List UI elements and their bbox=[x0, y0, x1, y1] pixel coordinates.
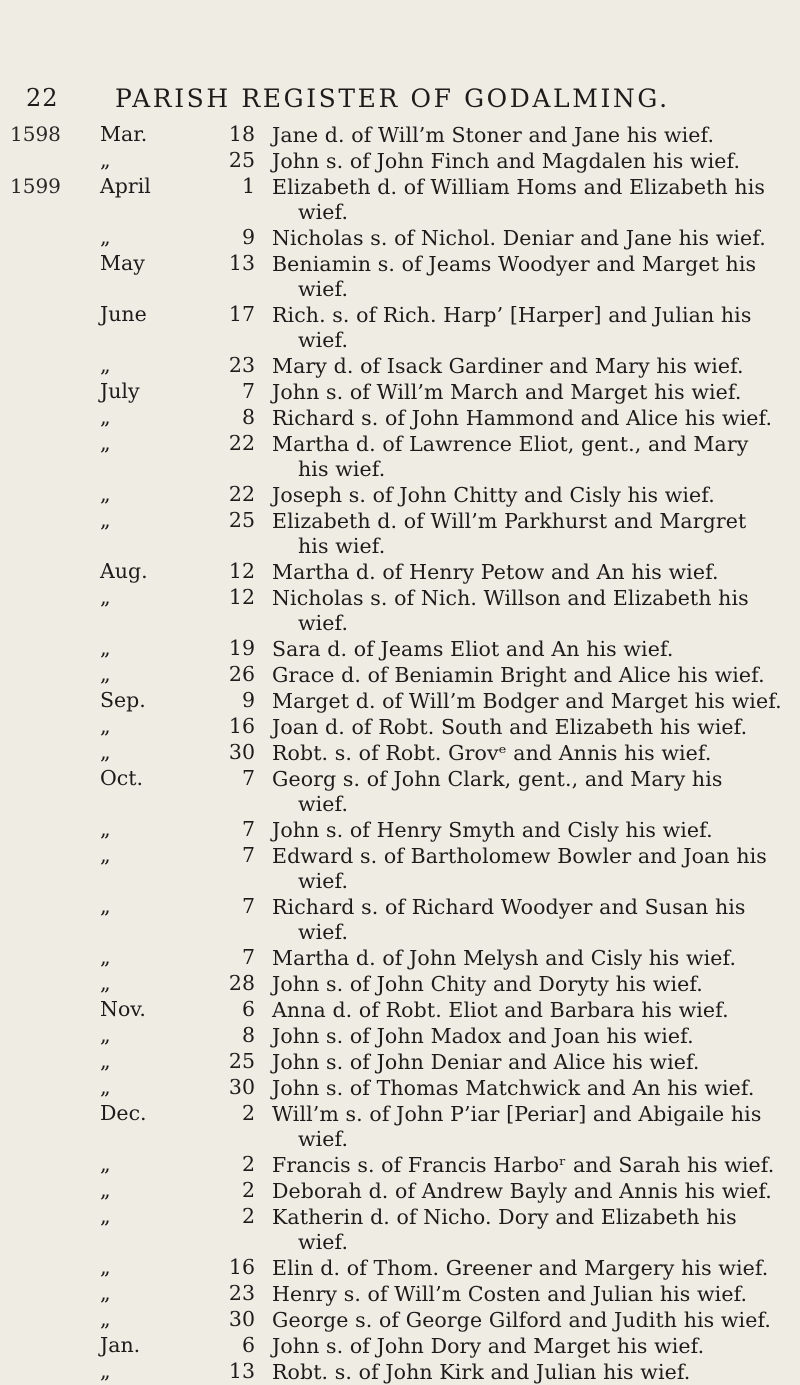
register-entry bbox=[0, 225, 800, 251]
page-number: 22 bbox=[26, 84, 59, 112]
entry-month: May bbox=[100, 251, 145, 275]
register-entry bbox=[0, 636, 800, 662]
register-entry bbox=[0, 1075, 800, 1101]
register-entry bbox=[0, 1281, 800, 1307]
register-entry bbox=[0, 585, 800, 636]
entry-text bbox=[272, 302, 787, 353]
entry-day: 19 bbox=[228, 636, 255, 660]
entry-text-line: Martha d. of Lawrence Eliot, gent., and Mary bbox=[272, 432, 749, 456]
entry-month: June bbox=[100, 302, 147, 326]
entry-day: 7 bbox=[241, 945, 255, 969]
register-entry bbox=[0, 843, 800, 894]
entry-text bbox=[272, 559, 787, 585]
entry-text bbox=[272, 251, 787, 302]
entry-text-line: Richard s. of John Hammond and Alice his wief. bbox=[272, 406, 773, 430]
entry-day: 16 bbox=[228, 1255, 255, 1279]
entry-month: Aug. bbox=[100, 559, 148, 583]
entry-text-line: Henry s. of Will’m Costen and Julian his wief. bbox=[272, 1282, 748, 1306]
entry-day: 30 bbox=[228, 740, 255, 764]
entry-month: „ bbox=[100, 817, 111, 841]
entry-text-line: Nicholas s. of Nich. Willson and Elizabeth his bbox=[272, 586, 749, 610]
entry-text-line: Deborah d. of Andrew Bayly and Annis his wief. bbox=[272, 1179, 772, 1203]
entry-month: Jan. bbox=[100, 1333, 141, 1357]
register-entry bbox=[0, 148, 800, 174]
register-entry bbox=[0, 1255, 800, 1281]
entry-text-line: Joseph s. of John Chitty and Cisly his wief. bbox=[272, 483, 715, 507]
page-header bbox=[0, 84, 800, 118]
entry-text bbox=[272, 431, 787, 482]
entry-text-line: John s. of Thomas Matchwick and An his wief. bbox=[272, 1076, 755, 1100]
entry-text bbox=[272, 740, 787, 766]
entry-month: „ bbox=[100, 1307, 111, 1331]
entry-text bbox=[272, 843, 787, 894]
entry-text bbox=[272, 1359, 787, 1385]
register-entry bbox=[0, 379, 800, 405]
entry-text bbox=[272, 714, 787, 740]
entry-month: „ bbox=[100, 353, 111, 377]
register-entry bbox=[0, 1023, 800, 1049]
entry-day: 8 bbox=[241, 405, 255, 429]
entry-text-line: Will’m s. of John P’iar [Periar] and Abigaile his bbox=[272, 1102, 762, 1126]
entry-day: 18 bbox=[228, 122, 255, 146]
entry-day: 7 bbox=[241, 843, 255, 867]
entry-text-continuation: wief. bbox=[298, 920, 349, 944]
entry-text bbox=[272, 894, 787, 945]
entry-text bbox=[272, 353, 787, 379]
entry-day: 13 bbox=[228, 1359, 255, 1383]
entry-day: 26 bbox=[228, 662, 255, 686]
entry-day: 7 bbox=[241, 817, 255, 841]
entry-month: „ bbox=[100, 508, 111, 532]
entry-month: „ bbox=[100, 636, 111, 660]
entry-text-line: Grace d. of Beniamin Bright and Alice his wief. bbox=[272, 663, 765, 687]
entry-text-line: Marget d. of Will’m Bodger and Marget his wief. bbox=[272, 689, 782, 713]
entry-text bbox=[272, 1281, 787, 1307]
entry-text-line: Elin d. of Thom. Greener and Margery his wief. bbox=[272, 1256, 769, 1280]
entry-text bbox=[272, 997, 787, 1023]
register-entry bbox=[0, 662, 800, 688]
entry-text-continuation: wief. bbox=[298, 1230, 349, 1254]
entry-month: „ bbox=[100, 740, 111, 764]
entry-day: 25 bbox=[228, 148, 255, 172]
entry-text-continuation: wief. bbox=[298, 869, 349, 893]
register-entry bbox=[0, 945, 800, 971]
entry-text bbox=[272, 1178, 787, 1204]
entry-day: 2 bbox=[241, 1178, 255, 1202]
entry-text-line: Georg s. of John Clark, gent., and Mary his bbox=[272, 767, 723, 791]
entry-day: 7 bbox=[241, 894, 255, 918]
entry-day: 28 bbox=[228, 971, 255, 995]
entry-text-continuation: wief. bbox=[298, 611, 349, 635]
entry-day: 17 bbox=[228, 302, 255, 326]
entry-day: 2 bbox=[241, 1204, 255, 1228]
entry-text-line: Katherin d. of Nicho. Dory and Elizabeth his bbox=[272, 1205, 737, 1229]
register-entry bbox=[0, 1307, 800, 1333]
entry-text-line: Beniamin s. of Jeams Woodyer and Marget his bbox=[272, 252, 757, 276]
entry-text bbox=[272, 1152, 787, 1178]
entry-text-continuation: wief. bbox=[298, 328, 349, 352]
register-entry bbox=[0, 1333, 800, 1359]
entry-text-line: Francis s. of Francis Harboʳ and Sarah his wief. bbox=[272, 1153, 775, 1177]
register-entry bbox=[0, 894, 800, 945]
entry-month: „ bbox=[100, 585, 111, 609]
entry-day: 25 bbox=[228, 508, 255, 532]
entry-day: 8 bbox=[241, 1023, 255, 1047]
entry-month: „ bbox=[100, 1023, 111, 1047]
entry-day: 22 bbox=[228, 482, 255, 506]
register-entry bbox=[0, 482, 800, 508]
entry-month: „ bbox=[100, 431, 111, 455]
register-entry bbox=[0, 302, 800, 353]
entry-month: April bbox=[100, 174, 151, 198]
entry-year: 1598 bbox=[10, 122, 61, 146]
entry-month: „ bbox=[100, 1255, 111, 1279]
entry-text bbox=[272, 148, 787, 174]
register-entry bbox=[0, 740, 800, 766]
register-entry bbox=[0, 122, 800, 148]
entry-text-line: Sara d. of Jeams Eliot and An his wief. bbox=[272, 637, 674, 661]
entry-text-line: Robt. s. of John Kirk and Julian his wief. bbox=[272, 1360, 691, 1384]
entry-text bbox=[272, 585, 787, 636]
entry-month: July bbox=[100, 379, 140, 403]
register-entry bbox=[0, 1152, 800, 1178]
entry-text-line: Martha d. of Henry Petow and An his wief. bbox=[272, 560, 719, 584]
entry-text bbox=[272, 1307, 787, 1333]
entry-text-line: George s. of George Gilford and Judith his wief. bbox=[272, 1308, 772, 1332]
register-entry bbox=[0, 431, 800, 482]
entry-text bbox=[272, 817, 787, 843]
entry-text-continuation: his wief. bbox=[298, 457, 386, 481]
register-entry bbox=[0, 997, 800, 1023]
entry-text-continuation: wief. bbox=[298, 1127, 349, 1151]
entry-text bbox=[272, 1333, 787, 1359]
entry-day: 1 bbox=[241, 174, 255, 198]
entry-day: 9 bbox=[241, 688, 255, 712]
entry-month: „ bbox=[100, 1178, 111, 1202]
entry-text-line: Jane d. of Will’m Stoner and Jane his wief. bbox=[272, 123, 715, 147]
register-entry bbox=[0, 971, 800, 997]
entry-month: „ bbox=[100, 971, 111, 995]
entry-month: Oct. bbox=[100, 766, 144, 790]
entry-text-line: Elizabeth d. of William Homs and Elizabeth his bbox=[272, 175, 765, 199]
entry-text bbox=[272, 225, 787, 251]
entry-text bbox=[272, 636, 787, 662]
register-entry bbox=[0, 559, 800, 585]
entry-text-line: Elizabeth d. of Will’m Parkhurst and Margret bbox=[272, 509, 747, 533]
entry-text-line: John s. of John Finch and Magdalen his wief. bbox=[272, 149, 741, 173]
register-entry bbox=[0, 1049, 800, 1075]
entry-text bbox=[272, 766, 787, 817]
entry-day: 25 bbox=[228, 1049, 255, 1073]
entry-month: „ bbox=[100, 945, 111, 969]
entry-text bbox=[272, 174, 787, 225]
entry-month: „ bbox=[100, 225, 111, 249]
entry-month: „ bbox=[100, 843, 111, 867]
entry-text-line: John s. of John Chity and Doryty his wief. bbox=[272, 972, 703, 996]
entry-day: 16 bbox=[228, 714, 255, 738]
entry-day: 23 bbox=[228, 353, 255, 377]
entry-text-continuation: his wief. bbox=[298, 534, 386, 558]
entry-day: 7 bbox=[241, 766, 255, 790]
entry-text bbox=[272, 1049, 787, 1075]
register-entries bbox=[0, 122, 800, 1385]
entry-day: 7 bbox=[241, 379, 255, 403]
entry-text bbox=[272, 508, 787, 559]
register-entry bbox=[0, 353, 800, 379]
entry-day: 13 bbox=[228, 251, 255, 275]
register-entry bbox=[0, 766, 800, 817]
entry-month: „ bbox=[100, 894, 111, 918]
entry-text-continuation: wief. bbox=[298, 200, 349, 224]
entry-text bbox=[272, 122, 787, 148]
entry-day: 2 bbox=[241, 1152, 255, 1176]
entry-text bbox=[272, 482, 787, 508]
entry-text bbox=[272, 662, 787, 688]
entry-year: 1599 bbox=[10, 174, 61, 198]
entry-month: Mar. bbox=[100, 122, 148, 146]
entry-month: „ bbox=[100, 148, 111, 172]
entry-month: „ bbox=[100, 1204, 111, 1228]
entry-text-line: Joan d. of Robt. South and Elizabeth his wief. bbox=[272, 715, 748, 739]
entry-text-line: John s. of Henry Smyth and Cisly his wief. bbox=[272, 818, 713, 842]
entry-text bbox=[272, 379, 787, 405]
register-entry bbox=[0, 1101, 800, 1152]
entry-text bbox=[272, 1255, 787, 1281]
entry-day: 22 bbox=[228, 431, 255, 455]
entry-text-line: Nicholas s. of Nichol. Deniar and Jane his wief. bbox=[272, 226, 766, 250]
entry-month: „ bbox=[100, 1075, 111, 1099]
entry-text-line: Edward s. of Bartholomew Bowler and Joan his bbox=[272, 844, 767, 868]
entry-month: Sep. bbox=[100, 688, 146, 712]
entry-text-line: John s. of John Deniar and Alice his wief. bbox=[272, 1050, 700, 1074]
register-entry bbox=[0, 817, 800, 843]
running-title: PARISH REGISTER OF GODALMING. bbox=[115, 84, 670, 113]
entry-day: 12 bbox=[228, 559, 255, 583]
entry-text-line: John s. of John Dory and Marget his wief. bbox=[272, 1334, 705, 1358]
entry-day: 30 bbox=[228, 1075, 255, 1099]
entry-text-continuation: wief. bbox=[298, 792, 349, 816]
entry-text bbox=[272, 1204, 787, 1255]
entry-text bbox=[272, 405, 787, 431]
register-entry bbox=[0, 508, 800, 559]
entry-text-line: Richard s. of Richard Woodyer and Susan his bbox=[272, 895, 746, 919]
entry-text bbox=[272, 945, 787, 971]
entry-month: „ bbox=[100, 662, 111, 686]
entry-text bbox=[272, 1075, 787, 1101]
entry-text bbox=[272, 1101, 787, 1152]
entry-text-line: Rich. s. of Rich. Harp’ [Harper] and Julian his bbox=[272, 303, 752, 327]
entry-day: 12 bbox=[228, 585, 255, 609]
entry-month: „ bbox=[100, 482, 111, 506]
entry-month: „ bbox=[100, 1152, 111, 1176]
entry-text-line: John s. of Will’m March and Marget his wief. bbox=[272, 380, 742, 404]
register-entry bbox=[0, 174, 800, 225]
entry-text-line: Martha d. of John Melysh and Cisly his wief. bbox=[272, 946, 737, 970]
entry-text bbox=[272, 688, 787, 714]
entry-day: 6 bbox=[241, 1333, 255, 1357]
register-entry bbox=[0, 405, 800, 431]
register-entry bbox=[0, 251, 800, 302]
entry-text bbox=[272, 1023, 787, 1049]
register-entry bbox=[0, 1359, 800, 1385]
entry-text-line: Mary d. of Isack Gardiner and Mary his wief. bbox=[272, 354, 744, 378]
register-entry bbox=[0, 688, 800, 714]
entry-day: 30 bbox=[228, 1307, 255, 1331]
entry-month: Nov. bbox=[100, 997, 146, 1021]
register-entry bbox=[0, 714, 800, 740]
entry-month: „ bbox=[100, 714, 111, 738]
entry-day: 6 bbox=[241, 997, 255, 1021]
entry-text bbox=[272, 971, 787, 997]
register-entry bbox=[0, 1178, 800, 1204]
entry-day: 23 bbox=[228, 1281, 255, 1305]
entry-month: „ bbox=[100, 1281, 111, 1305]
register-entry bbox=[0, 1204, 800, 1255]
entry-month: „ bbox=[100, 1049, 111, 1073]
entry-text-line: John s. of John Madox and Joan his wief. bbox=[272, 1024, 694, 1048]
entry-month: „ bbox=[100, 1359, 111, 1383]
entry-month: „ bbox=[100, 405, 111, 429]
entry-day: 2 bbox=[241, 1101, 255, 1125]
entry-text-continuation: wief. bbox=[298, 277, 349, 301]
entry-text-line: Anna d. of Robt. Eliot and Barbara his wief. bbox=[272, 998, 729, 1022]
entry-text-line: Robt. s. of Robt. Grovᵉ and Annis his wief. bbox=[272, 741, 712, 765]
entry-day: 9 bbox=[241, 225, 255, 249]
entry-month: Dec. bbox=[100, 1101, 147, 1125]
